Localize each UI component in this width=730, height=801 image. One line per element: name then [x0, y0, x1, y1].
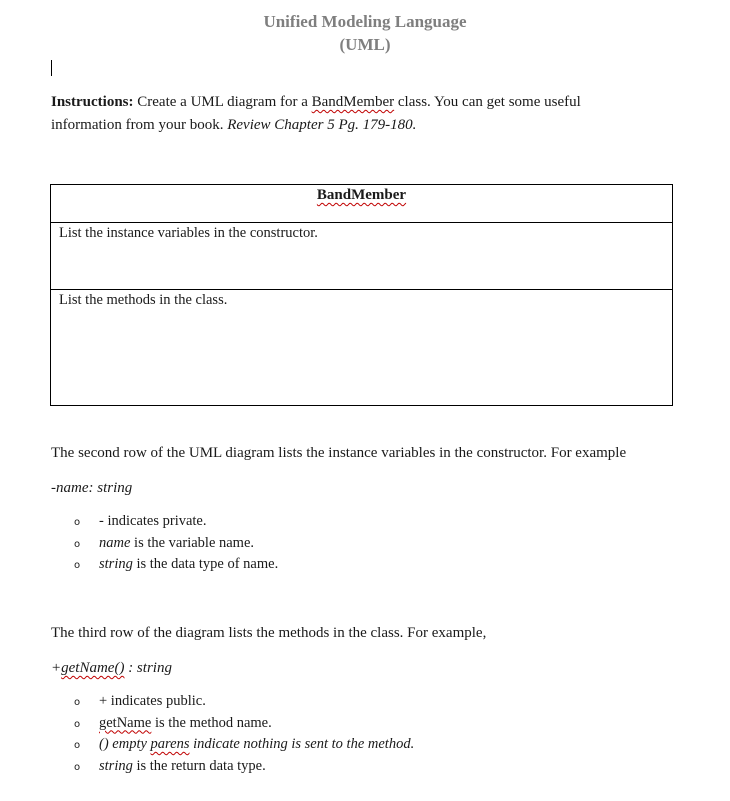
- uml-variables-row: List the instance variables in the constructor.: [51, 223, 672, 290]
- uml-class-table: [50, 184, 673, 406]
- instructions-line-2: information from your book. Review Chapter 5 Pg. 179-180.: [51, 117, 417, 133]
- circle-bullet-icon: o: [74, 517, 81, 528]
- methods-intro: The third row of the diagram lists the methods in the class. For example,: [51, 625, 487, 641]
- uml-methods-row: List the methods in the class.: [59, 292, 228, 308]
- methods-bullet-list: [74, 691, 414, 777]
- spell-flagged-word: getName: [99, 714, 152, 731]
- page-subtitle: (UML): [339, 35, 391, 54]
- circle-bullet-icon: o: [74, 761, 81, 773]
- circle-bullet-icon: o: [74, 560, 81, 571]
- uml-class-name: BandMember: [316, 187, 407, 203]
- circle-bullet-icon: o: [74, 718, 81, 730]
- list-item: o () empty parens indicate nothing is sent to the method.: [74, 734, 414, 756]
- text-cursor: [51, 60, 52, 76]
- variables-intro: The second row of the UML diagram lists the instance variables in the constructor. For example: [51, 445, 627, 461]
- list-item: o + indicates public.: [74, 691, 414, 713]
- page-title: Unified Modeling Language: [263, 12, 467, 31]
- list-item: o - indicates private.: [74, 511, 278, 533]
- list-item: o string is the return data type.: [74, 756, 414, 778]
- instructions-label: Instructions:: [51, 94, 134, 110]
- spell-flagged-word: BandMember: [311, 94, 395, 110]
- circle-bullet-icon: o: [74, 538, 81, 550]
- uml-class-name-row: [51, 185, 672, 223]
- spell-flagged-word: getName(): [61, 660, 125, 676]
- instructions-line-1: Instructions: Create a UML diagram for a BandMember class. You can get some useful: [51, 94, 581, 110]
- spell-flagged-word: parens: [150, 736, 190, 752]
- list-item: o getName is the method name.: [74, 713, 414, 735]
- circle-bullet-icon: o: [74, 697, 81, 708]
- list-item: o name is the variable name.: [74, 533, 278, 555]
- methods-example: +getName() : string: [51, 660, 172, 676]
- variables-example: -name: string: [51, 480, 133, 496]
- list-item: o string is the data type of name.: [74, 554, 278, 576]
- variables-bullet-list: [74, 511, 278, 576]
- circle-bullet-icon: o: [74, 740, 81, 751]
